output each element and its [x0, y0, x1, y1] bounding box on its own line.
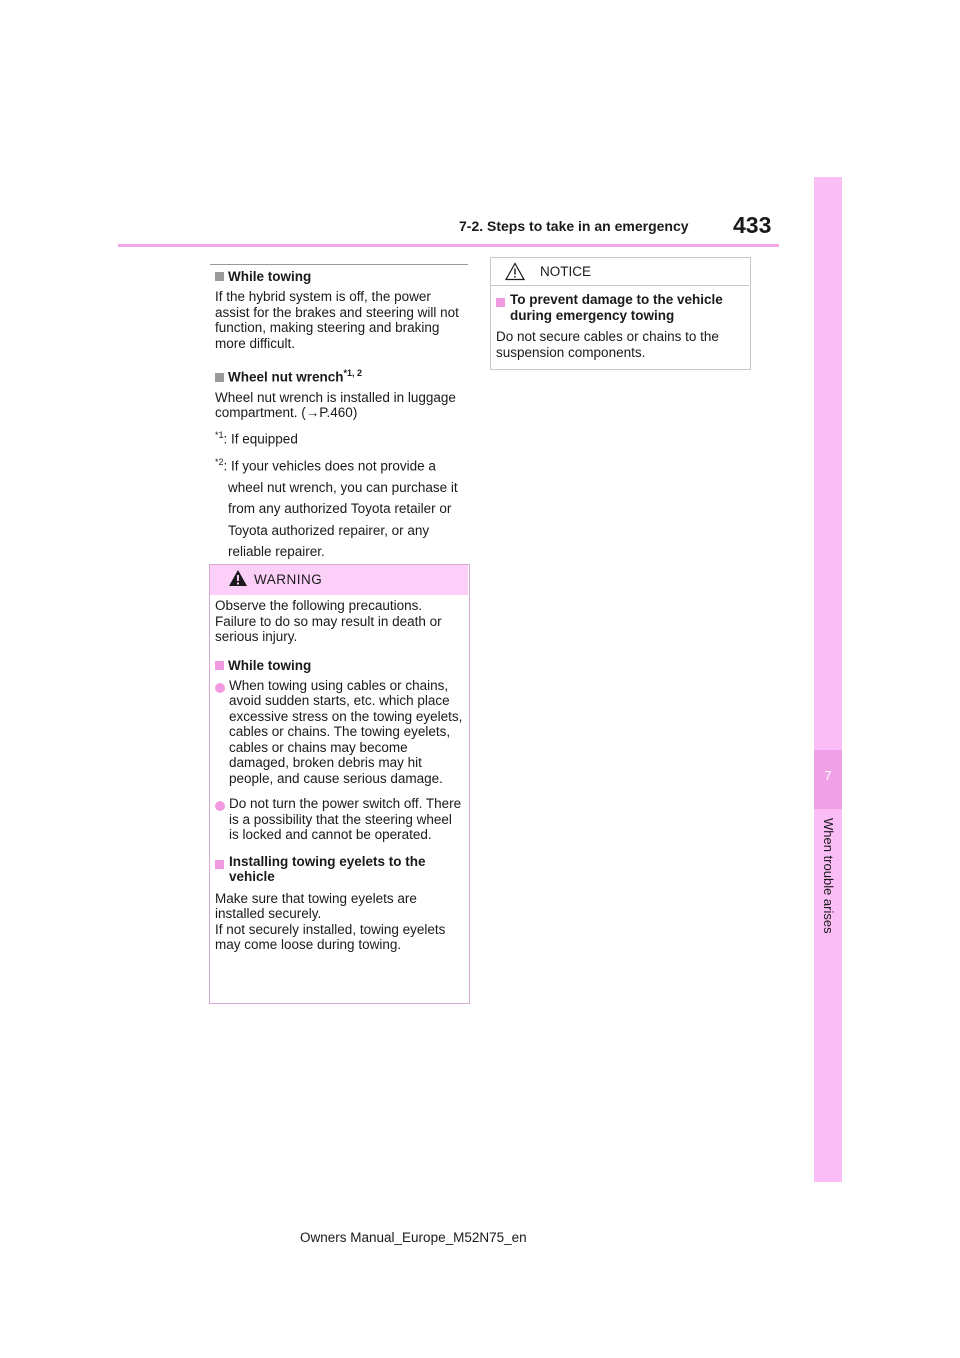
wheel-nut-wrench-heading: Wheel nut wrench$^{*1, 2}$	[215, 365, 469, 386]
warning-bullet-1: When towing using cables or chains, avoid sudden starts, etc. which place excessive stress on the towing eyelets, cables or chains. The towing eyelets, cables or chains may become damaged, broken debris may hit people, and cause serious damage.	[215, 678, 463, 787]
square-bullet-icon	[215, 860, 224, 869]
caution-triangle-icon	[505, 262, 525, 281]
chapter-label: When trouble arises	[821, 818, 836, 934]
warning-section2-text1: Make sure that towing eyelets are installed securely.	[215, 890, 417, 921]
warning-section2-heading: Installing towing eyelets to the vehicle	[215, 854, 463, 885]
column-top-rule	[210, 264, 468, 265]
warning-section2-text2: If not securely installed, towing eyelets may come loose during towing.	[215, 921, 446, 952]
chapter-label-holder	[820, 818, 840, 968]
notice-heading: To prevent damage to the vehicle during emergency towing	[496, 292, 744, 323]
warning-intro: Observe the following precautions. Failure to do so may result in death or serious injury.	[215, 598, 442, 644]
footnote-2: $^{*2}$: If your vehicles does not provide a wheel nut wrench, you can purchase it from any authorized Toyota retailer or Toyota authorized repairer, or any reliable repairer.	[215, 456, 458, 559]
chapter-side-tab[interactable]	[814, 177, 842, 1182]
circle-bullet-icon	[215, 683, 225, 693]
left-column	[215, 268, 469, 563]
while-towing-text: If the hybrid system is off, the power assist for the brakes and steering will not function, making steering and braking more difficult.	[215, 289, 459, 351]
square-bullet-icon	[215, 373, 224, 382]
warning-body	[215, 598, 463, 953]
notice-text: Do not secure cables or chains to the suspension components.	[496, 329, 719, 360]
notice-body	[496, 292, 744, 360]
while-towing-heading: While towing	[215, 268, 469, 285]
footnote-1: $^{*1}$: If equipped	[215, 429, 298, 446]
square-bullet-icon	[496, 298, 505, 307]
warning-header	[210, 565, 468, 595]
warning-title: WARNING	[254, 572, 323, 587]
header-rule	[118, 244, 779, 247]
warning-triangle-icon	[228, 568, 248, 588]
circle-bullet-icon	[215, 801, 225, 811]
notice-title: NOTICE	[540, 264, 592, 279]
notice-header	[491, 258, 749, 286]
footer-doc-id: Owners Manual_Europe_M52N75_en	[300, 1230, 527, 1245]
page-number: 433	[733, 212, 772, 238]
square-bullet-icon	[215, 661, 224, 670]
wheel-nut-wrench-text: Wheel nut wrench is installed in luggage compartment. (→P.460)	[215, 389, 456, 420]
warning-section1-heading: While towing	[215, 657, 463, 674]
square-bullet-icon	[215, 272, 224, 281]
chapter-number: 7	[824, 768, 832, 783]
section-title: 7-2. Steps to take in an emergency	[459, 218, 689, 234]
warning-bullet-2: Do not turn the power switch off. There is a possibility that the steering wheel is locked and cannot be operated.	[215, 796, 463, 843]
